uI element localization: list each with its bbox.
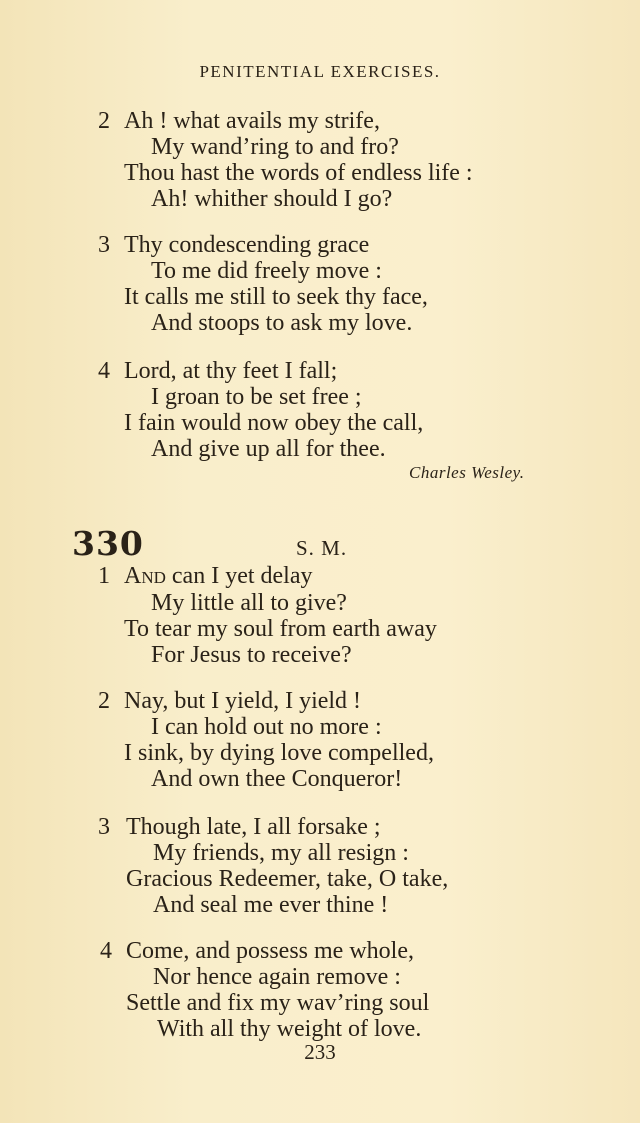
verse-line: Gracious Redeemer, take, O take,	[126, 866, 449, 892]
page-number: 233	[304, 1040, 336, 1064]
verse-line: To tear my soul from earth away	[124, 616, 437, 642]
verse-line-first	[124, 563, 312, 589]
hymn-number: 330	[72, 524, 144, 563]
verse-line: I fain would now obey the call,	[124, 410, 424, 436]
stanza-number: 4	[98, 358, 110, 384]
verse-line-rest: can I yet delay	[165, 563, 313, 589]
verse-line: Thou hast the words of endless life :	[124, 160, 473, 186]
verse-line: Ah! whither should I go?	[151, 186, 393, 212]
hymn-meter: S. M.	[296, 536, 348, 560]
verse-line: To me did freely move :	[151, 258, 382, 284]
verse-line: And stoops to ask my love.	[151, 310, 413, 336]
verse-line: Nay, but I yield, I yield !	[124, 688, 362, 714]
verse-line: And give up all for thee.	[151, 436, 386, 462]
verse-line: My little all to give?	[151, 590, 347, 616]
verse-line: Nor hence again remove :	[153, 964, 401, 990]
verse-line: For Jesus to receive?	[151, 642, 352, 668]
verse-line: I groan to be set free ;	[151, 384, 362, 410]
author-attribution: Charles Wesley.	[409, 463, 525, 482]
verse-line: Ah ! what avails my strife,	[124, 108, 380, 134]
stanza-number: 1	[98, 563, 110, 589]
first-word: And	[124, 563, 166, 589]
stanza-number: 3	[98, 232, 110, 258]
verse-line: My friends, my all resign :	[153, 840, 409, 866]
stanza-number: 3	[98, 814, 110, 840]
stanza-number: 2	[98, 108, 110, 134]
verse-line: Lord, at thy feet I fall;	[124, 358, 338, 384]
running-header: PENITENTIAL EXERCISES.	[199, 62, 441, 81]
verse-line: My wand’ring to and fro?	[151, 134, 399, 160]
verse-line: And own thee Conqueror!	[151, 766, 403, 792]
verse-line: Settle and fix my wav’ring soul	[126, 990, 430, 1016]
stanza-number: 4	[100, 938, 112, 964]
verse-line: With all thy weight of love.	[157, 1016, 422, 1042]
verse-line: And seal me ever thine !	[153, 892, 389, 918]
verse-line: Come, and possess me whole,	[126, 938, 414, 964]
verse-line: I sink, by dying love compelled,	[124, 740, 434, 766]
stanza-number: 2	[98, 688, 110, 714]
verse-line: Though late, I all forsake ;	[126, 814, 381, 840]
verse-line: It calls me still to seek thy face,	[124, 284, 428, 310]
verse-line: I can hold out no more :	[151, 714, 382, 740]
verse-line: Thy condescending grace	[124, 232, 370, 258]
